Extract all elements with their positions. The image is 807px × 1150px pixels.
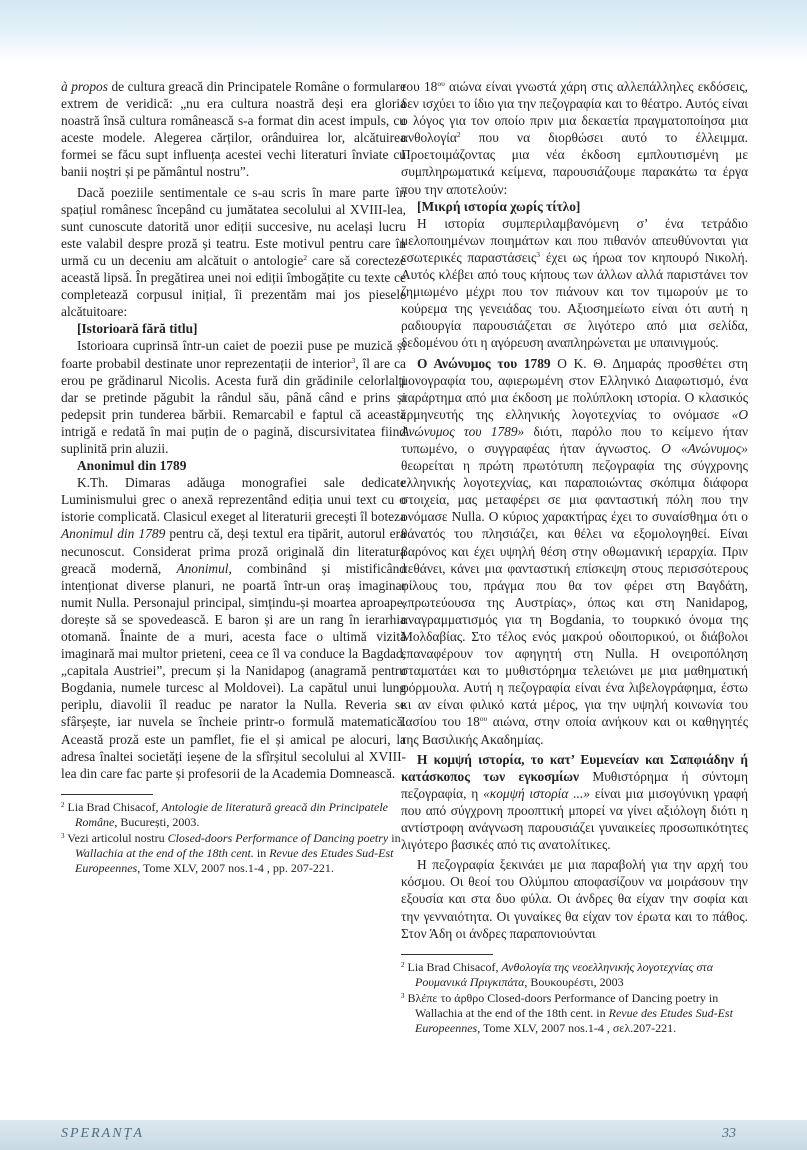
text-span: Ο «Ανώνυμος»: [661, 440, 749, 456]
footnote-ref: 3: [536, 249, 541, 259]
text-span: Antologie de literatură greacă din Principatele Române: [75, 799, 388, 829]
section-heading-inline: Ο Ανώνυμος του 1789: [417, 355, 551, 371]
text-span: , combinând și mistificând intenționat diverse planuri, ne poartă într-un oraș imaginar numit Nulla. Personajul principal, simțindu-și moartea aproape, dorește să se spovedească. E baron și are un rang în ierarhia otomană. Înainte de a muri, acesta face o ultimă vizită imaginară mai multor prieteni, ceea ce îl va conduce la Bagdad, „capitala Austriei”, precum și la Nanidapog (anagramă pentru Bogdania, numele turcesc al Moldovei). La capătul unui lung periplu, diavolii îl readuc pe narator la Nulla. Reveria se sfârșește, iar nuvela se încheie printr-o formulă matematică. Această proză este un pamflet, fie el și amical pe alocuri, la adresa înaltei societăți ieșene de la sfîrșitul secolului al XVIII-lea din care fac parte și profesorii de la Academia Domnească.: [61, 560, 406, 781]
column-greek: [401, 78, 748, 1037]
text-span: Βλέπε το άρθρο Closed-doors Performance of Dancing poetry in Wallachia at the end of the 18th cent. in: [404, 990, 719, 1020]
magazine-name: SPERANȚA: [61, 1126, 144, 1141]
footnote: [401, 991, 748, 1036]
page-number: 33: [722, 1126, 736, 1141]
footnotes: [61, 800, 406, 876]
text-span: έχει ως ήρωα τον κηπουρό Νικολή. Αυτός κλέβει από τους κήπους των άλλων αλλά παριστάνει τον ζημιωμένο μέχρι που τον πιάνουν και τον τιμωρούν με το κούρεμα της γενειάδας του. Αξιοσημείωτο είναι ότι αυτή η ραδιουργία παρουσιάζεται σε λιγότερο από μια σελίδα, δεδομένου ότι η αγόρευση αναπληρώνεται με υπαινιγμούς.: [401, 249, 748, 351]
footnote: [61, 800, 406, 830]
text-span: Η ιστορία συμπεριλαμβανόμενη σ’ ένα τετράδιο μελοποιημένων ποιημάτων και που πιθανόν απευθύνονται για εσωτερικές παραστάσεις: [401, 215, 748, 265]
text-span: K.Th. Dimaras adăuga monografiei sale dedicate Luminismului grec o anexă reprezentând ediția unui text cu o istorie complicată. Clasicul exeget al literaturii grecești îl boteza: [61, 475, 406, 525]
text-span: Closed-doors Performance of Dancing poetry: [167, 830, 389, 845]
text-span: αιώνα είναι γνωστά χάρη στις αλλεπάλληλες εκδόσεις, δεν ισχύει το ίδιο για την πεζογραφία και το θέατρο. Αυτός είναι ο λόγος για τον οποίο πριν μια δεκαετία πραγματοποίησα μια ανθολογία: [401, 79, 748, 146]
text-span: Revue des Etudes Sud-Est Europeennes: [75, 845, 394, 875]
paragraph: Η πεζογραφία ξεκινάει με μια παραβολή για την αρχή του κόσμου. Οι θεοί του Ολύμπου αποφασίζουν να μοιράσουν την εξουσία και στα δυο φύλα. Οι άνδρες θα είχαν την σοφία και την γενναιότητα. Οι γυναίκες θα είχαν τον έρωτα και το πάθος. Στον Άδη οι άνδρες παραπονιούνται: [401, 857, 748, 941]
footnote-number: 2: [401, 960, 405, 969]
text-span: «Ο Ανώνυμος του 1789»: [401, 406, 748, 439]
footnote-number: 2: [61, 800, 65, 809]
footnote-ref: 2: [303, 252, 308, 262]
text-span: Μυθιστόρημα ή σύντομη πεζογραφία, η: [401, 768, 748, 801]
text-span: Dacă poeziile sentimentale ce s-au scris în mare parte în spațiul românesc începând cu jumătatea secolului al XVIII-lea, sunt cunoscute datorită unor ediții succesive, nu același lucru este valabil despre proză și teatru. Este motivul pentru care în urmă cu un deceniu am alcătuit o antologie: [61, 184, 406, 268]
paragraph: [61, 474, 406, 782]
text-span: αιώνα, στην οποία ανήκουν και οι καθηγητές της Βασιλικής Ακαδημίας.: [401, 714, 749, 747]
superscript: ου: [437, 79, 445, 88]
text-span: Wallachia at the end of the 18th cent.: [75, 845, 254, 860]
text-span: , București, 2003.: [114, 814, 200, 829]
superscript: ου: [479, 714, 488, 724]
text-span: Lia Brad Chisacof,: [404, 959, 502, 974]
footnotes: [401, 960, 748, 1036]
paragraph: [401, 751, 748, 854]
paragraph: [61, 78, 406, 181]
paragraph: [401, 78, 748, 198]
text-span: de cultura greacă din Principatele Române o formulare extrem de veridică: „nu era cultura noastră deși era gloria noastră însă cultura românească s-a format din acest impuls, cu aceste modele. Alegerea cărților, orânduirea lor, alcătuirea formei se făcu supt influența acestei vechi literaturi înviate cu banii noștri și pe pământul nostru”.: [61, 79, 406, 180]
paragraph: [61, 184, 406, 321]
footnote-divider: [61, 794, 153, 795]
text-span: «κομψή ιστορία ...»: [483, 785, 590, 801]
text-span: , Tome XLV, 2007 nos.1-4 , σελ.207-221.: [477, 1020, 677, 1035]
paragraph: [61, 337, 406, 457]
text-span: Ανθολογία της νεοελληνικής λογοτεχνίας στα Ρουμανικά Πριγκιπάτα: [415, 959, 713, 989]
text-span: Anonimul din 1789: [61, 526, 166, 542]
section-heading-inline: Η κομψή ιστορία, το κατ’ Ευμενείαν και Σαπφιάδην ή κατάσκοπος των εγκοσμίων: [401, 751, 748, 784]
paragraph: [401, 355, 748, 748]
section-heading: [Μικρή ιστορία χωρίς τίτλο]: [417, 198, 581, 214]
footnote-number: 3: [61, 831, 65, 840]
text-span: Ο Κ. Θ. Δημαράς προσθέτει στη μονογραφία του, αφιερωμένη στον Ελληνικό Διαφωτισμό, ένα παράρτημα από μια έκδοση με πολύπλοκη ιστορία. Ο κλασικός ερμηνευτής της ελληνικής λογοτεχνίας το ονόμασε: [401, 355, 749, 422]
text-span: Revue des Etudes Sud-Est Europeennes: [415, 1005, 733, 1035]
text-span: του 18: [401, 79, 438, 94]
header-band: [0, 0, 807, 62]
footnote: [61, 831, 406, 876]
column-romanian: [61, 78, 406, 877]
footnote: [401, 960, 748, 990]
text-span: Lia Brad Chisacof,: [64, 799, 162, 814]
text-span: pentru că, deși textul era tipărit, autorul era necunoscut. Considerat prima proză originală din literatura greacă modernă,: [61, 526, 406, 576]
section-heading: Anonimul din 1789: [77, 458, 187, 474]
text-span: , Tome XLV, 2007 nos.1-4 , pp. 207-221.: [137, 860, 334, 875]
text-span: à propos: [61, 79, 108, 94]
text-span: , Βουκουρέστι, 2003: [524, 974, 624, 989]
text-span: που να διορθώσει αυτό το έλλειμμα. Προετοιμάζοντας μια νέα έκδοση εμπλουτισμένη με συμπληρωματικά κείμενα, παρουσιάζουμε παρακάτω τα έργα που την αποτελούν:: [401, 130, 748, 197]
text-span: Anonimul: [176, 560, 229, 576]
footnote-divider: [401, 954, 493, 955]
text-span: Vezi articolul nostru: [64, 830, 168, 845]
text-span: είναι μια μισογύνικη γραφή που από σύγχρονη προοπτική μπορεί να γίνει αξιόλογη διότι η αντίστροφη ανάγνωση παρουσιάζει γυναικείες προσωπικότητες λιγότερο βασικές από τις ανατολίτικες.: [401, 785, 749, 853]
text-span: , îl are ca erou pe grădinarul Nicolis. Acesta fură din grădinile celorlalți dar se pretinde păgubit la rândul său, până când e prins și pedepsit prin tunderea bărbii. Remarcabil e faptul că această intrigă e redată în mai puțin de o pagină, discursivitatea fiind suplinită prin aluzii.: [61, 355, 406, 456]
section-heading: [Istorioară fără titlu]: [77, 321, 198, 337]
footnote-ref: 3: [351, 355, 356, 365]
text-span: Istorioara cuprinsă într-un caiet de poezii puse pe muzică și foarte probabil destinate unor reprezentații de interior: [61, 338, 406, 371]
footnote-number: 3: [401, 991, 405, 1000]
text-span: διότι, παρόλο που το κείμενο ήταν τυπωμένο, ο συγγραφέας ήταν άγνωστος.: [401, 423, 748, 456]
footnote-ref: 2: [456, 130, 461, 140]
text-span: in: [388, 830, 401, 845]
text-span: in: [253, 845, 270, 860]
text-span: care să corecteze această lipsă. În pregătirea unei noi ediții îmbogățite cu texte ce completează corpusul inițial, îi prezentăm mai jos pieselе alcătuitoare:: [61, 252, 406, 320]
text-span: θεωρείται η πρώτη πρωτότυπη πεζογραφία της σύγχρονης ελληνικής λογοτεχνίας, και παραποιώντας σκόπιμα διάφορα στοιχεία, μας μεταφέρει σε μια φανταστική πόλη που την ονόμασε Nulla. Ο κύριος χαρακτήρας έχει το συναίσθημα ότι ο θάνατός του πλησιάζει, και θέλει να εξομολογηθεί. Είναι βαρόνος και έχει υψηλή θέση στην οθωμανική ιεραρχία. Πριν πεθάνει, κάνει μια φανταστική επίσκεψη στους περισσότερους φίλους του, πράγμα που θα τον φέρει στη Βαγδάτη, «πρωτεύουσα της Αυστρίας», όπως και στη Nanidapog, αναγραμματισμός για τη Bogdania, το τουρκικό όνομα της Μολδαβίας. Στο τέλος ενός μακρού οδοιπορικού, οι διάβολοι επαναφέρουν τον αφηγητή στη Nulla. Η ονειροπόληση σταματάει και το μυθιστόρημα τελειώνει με μια μαθηματική φόρμουλα. Αυτή η πεζογραφία είναι ένα λιβελογράφημα, έστω κι αν είναι φιλικό κατά μέρος, για την υψηλή κοινωνία του Ιασίου του 18: [401, 458, 748, 730]
paragraph: [401, 215, 748, 352]
